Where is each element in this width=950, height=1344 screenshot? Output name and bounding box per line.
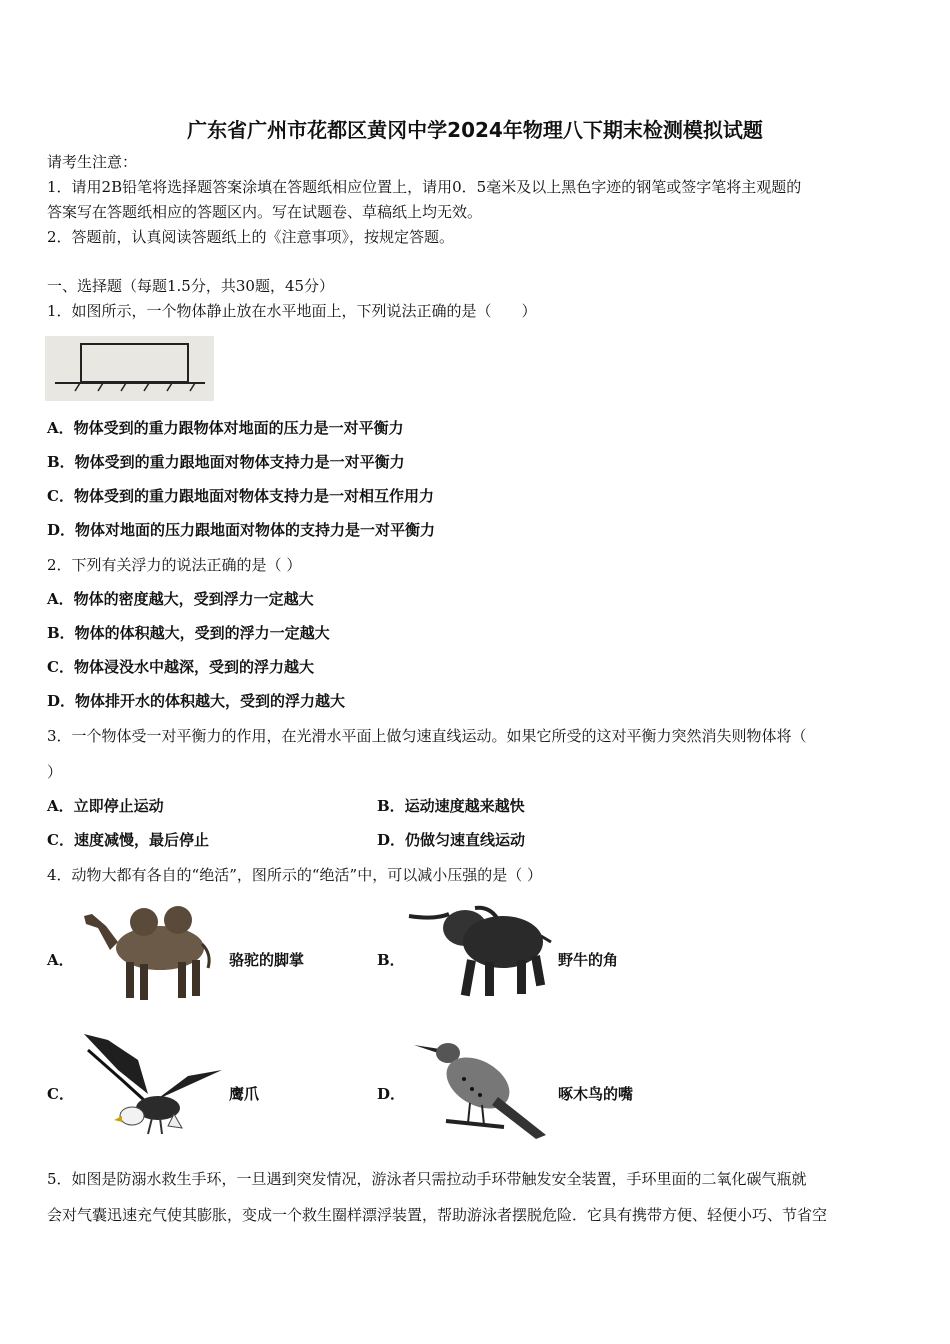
- camel-figure: [78, 900, 220, 1006]
- q3-option-b: B．运动速度越来越快: [377, 797, 525, 815]
- q4-stem: 4．动物大都有各自的“绝活”，图所示的“绝活”中，可以减小压强的是（ ）: [47, 866, 542, 884]
- q4-option-a-label: A．: [47, 951, 74, 969]
- q1-option-b: B．物体受到的重力跟地面对物体支持力是一对平衡力: [47, 453, 405, 471]
- q4-option-a-caption: 骆驼的脚掌: [229, 951, 305, 969]
- q4-option-b-caption: 野牛的角: [558, 951, 619, 969]
- q3-option-a: A．立即停止运动: [47, 797, 164, 815]
- q3-stem: 3．一个物体受一对平衡力的作用，在光滑水平面上做匀速直线运动。如果它所受的这对平衡力突然消失则物体将（: [47, 727, 807, 745]
- q3-option-d: D．仍做匀速直线运动: [377, 831, 526, 849]
- q5-line-1: 5．如图是防溺水救生手环，一旦遇到突发情况，游泳者只需拉动手环带触发安全装置，手环里面的二氧化碳气瓶就: [47, 1170, 807, 1188]
- q2-option-d: D．物体排开水的体积越大，受到的浮力越大: [47, 692, 346, 710]
- page-title: 广东省广州市花都区黄冈中学2024年物理八下期末检测模拟试题: [187, 118, 763, 142]
- q2-option-b: B．物体的体积越大，受到的浮力一定越大: [47, 624, 330, 642]
- q5-line-2: 会对气囊迅速充气使其膨胀，变成一个救生圈样漂浮装置，帮助游泳者摆脱危险．它具有携带方便、轻便小巧、节省空: [47, 1206, 828, 1224]
- q2-option-c: C．物体浸没水中越深，受到的浮力越大: [47, 658, 314, 676]
- q1-option-c: C．物体受到的重力跟地面对物体支持力是一对相互作用力: [47, 487, 434, 505]
- notice-line-1: 1．请用2B铅笔将选择题答案涂填在答题纸相应位置上，请用0．5毫米及以上黑色字迹的钢笔或签字笔将主观题的: [47, 178, 802, 196]
- q1-option-d: D．物体对地面的压力跟地面对物体的支持力是一对平衡力: [47, 521, 436, 539]
- q4-option-c-label: C．: [47, 1085, 74, 1103]
- q4-option-c-caption: 鹰爪: [229, 1085, 260, 1103]
- q4-option-d-caption: 啄木鸟的嘴: [558, 1085, 634, 1103]
- notice-line-2: 2．答题前，认真阅读答题纸上的《注意事项》，按规定答题。: [47, 228, 455, 246]
- q2-stem: 2．下列有关浮力的说法正确的是（ ）: [47, 556, 302, 574]
- notice-line-1b: 答案写在答题纸相应的答题区内。写在试题卷、草稿纸上均无效。: [47, 203, 483, 221]
- bull-figure: [405, 898, 553, 1004]
- q3-option-c: C．速度减慢，最后停止: [47, 831, 209, 849]
- woodpecker-figure: [412, 1035, 550, 1141]
- q1-block-on-ground-figure: [45, 336, 214, 401]
- eagle-figure: [78, 1030, 223, 1138]
- q2-option-a: A．物体的密度越大，受到浮力一定越大: [47, 590, 314, 608]
- notice-heading: 请考生注意：: [47, 153, 138, 171]
- q1-stem: 1．如图所示，一个物体静止放在水平地面上，下列说法正确的是（ ）: [47, 302, 537, 320]
- section-heading: 一、选择题（每题1.5分，共30题，45分）: [47, 277, 335, 295]
- q4-option-b-label: B．: [377, 951, 405, 969]
- q1-option-a: A．物体受到的重力跟物体对地面的压力是一对平衡力: [47, 419, 404, 437]
- q3-stem-cont: ）: [47, 763, 63, 781]
- q4-option-d-label: D．: [377, 1085, 406, 1103]
